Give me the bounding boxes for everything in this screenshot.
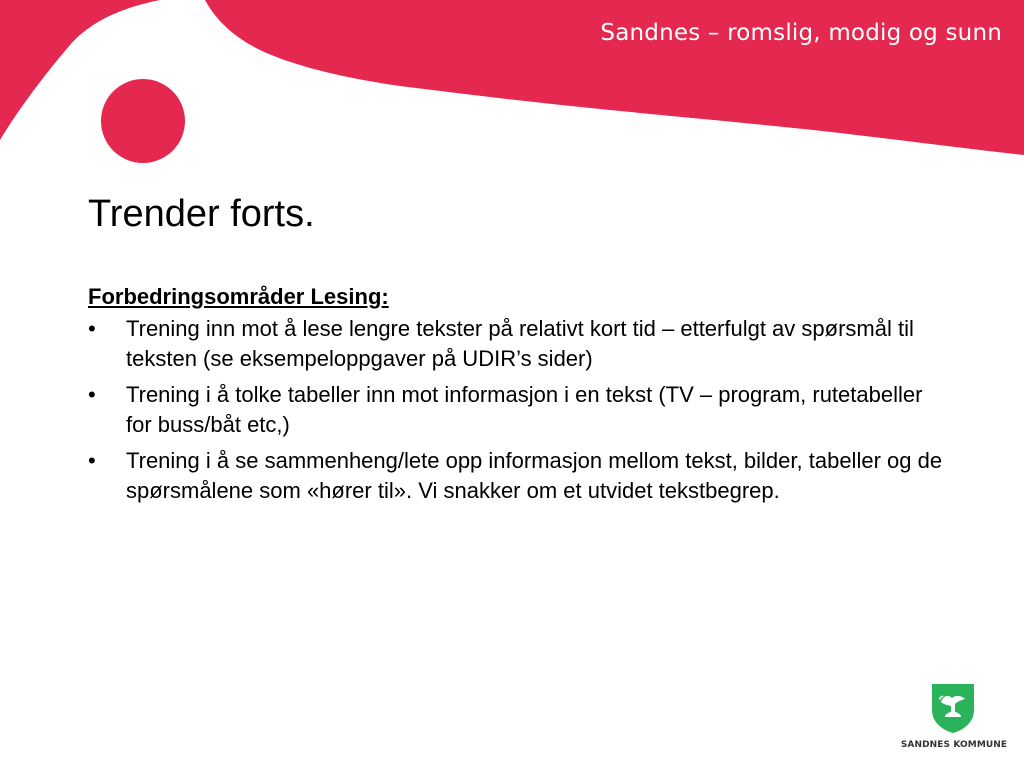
bullet-marker: • [88, 382, 96, 407]
bullet-text: Trening i å se sammenheng/lete opp informasjon mellom tekst, bilder, tabeller og de spørsmålene som «hører til». Vi snakker om et utvidet tekstbegrep. [126, 448, 943, 503]
subheading: Forbedringsområder Lesing: [88, 284, 389, 309]
header-circle-decoration [101, 79, 185, 163]
logo-text: SANDNES KOMMUNE [900, 740, 1008, 750]
slide-content [88, 282, 948, 512]
slide-title: Trender forts. [88, 193, 315, 235]
bullet-text: Trening i å tolke tabeller inn mot informasjon i en tekst (TV – program, rutetabeller for buss/båt etc,) [126, 382, 923, 437]
sandnes-kommune-logo [892, 682, 1016, 760]
bullet-item [88, 314, 948, 374]
bullet-item [88, 446, 948, 506]
bullet-text: Trening inn mot å lese lengre tekster på relativt kort tid – etterfulgt av spørsmål til teksten (se eksempeloppgaver på UDIR’s sider) [126, 316, 914, 371]
header-slogan: Sandnes – romslig, modig og sunn [600, 20, 1002, 46]
bullet-marker: • [88, 448, 96, 473]
bullet-marker: • [88, 316, 96, 341]
coat-of-arms-icon [930, 682, 976, 734]
bullet-list [88, 314, 948, 506]
bullet-item [88, 380, 948, 440]
